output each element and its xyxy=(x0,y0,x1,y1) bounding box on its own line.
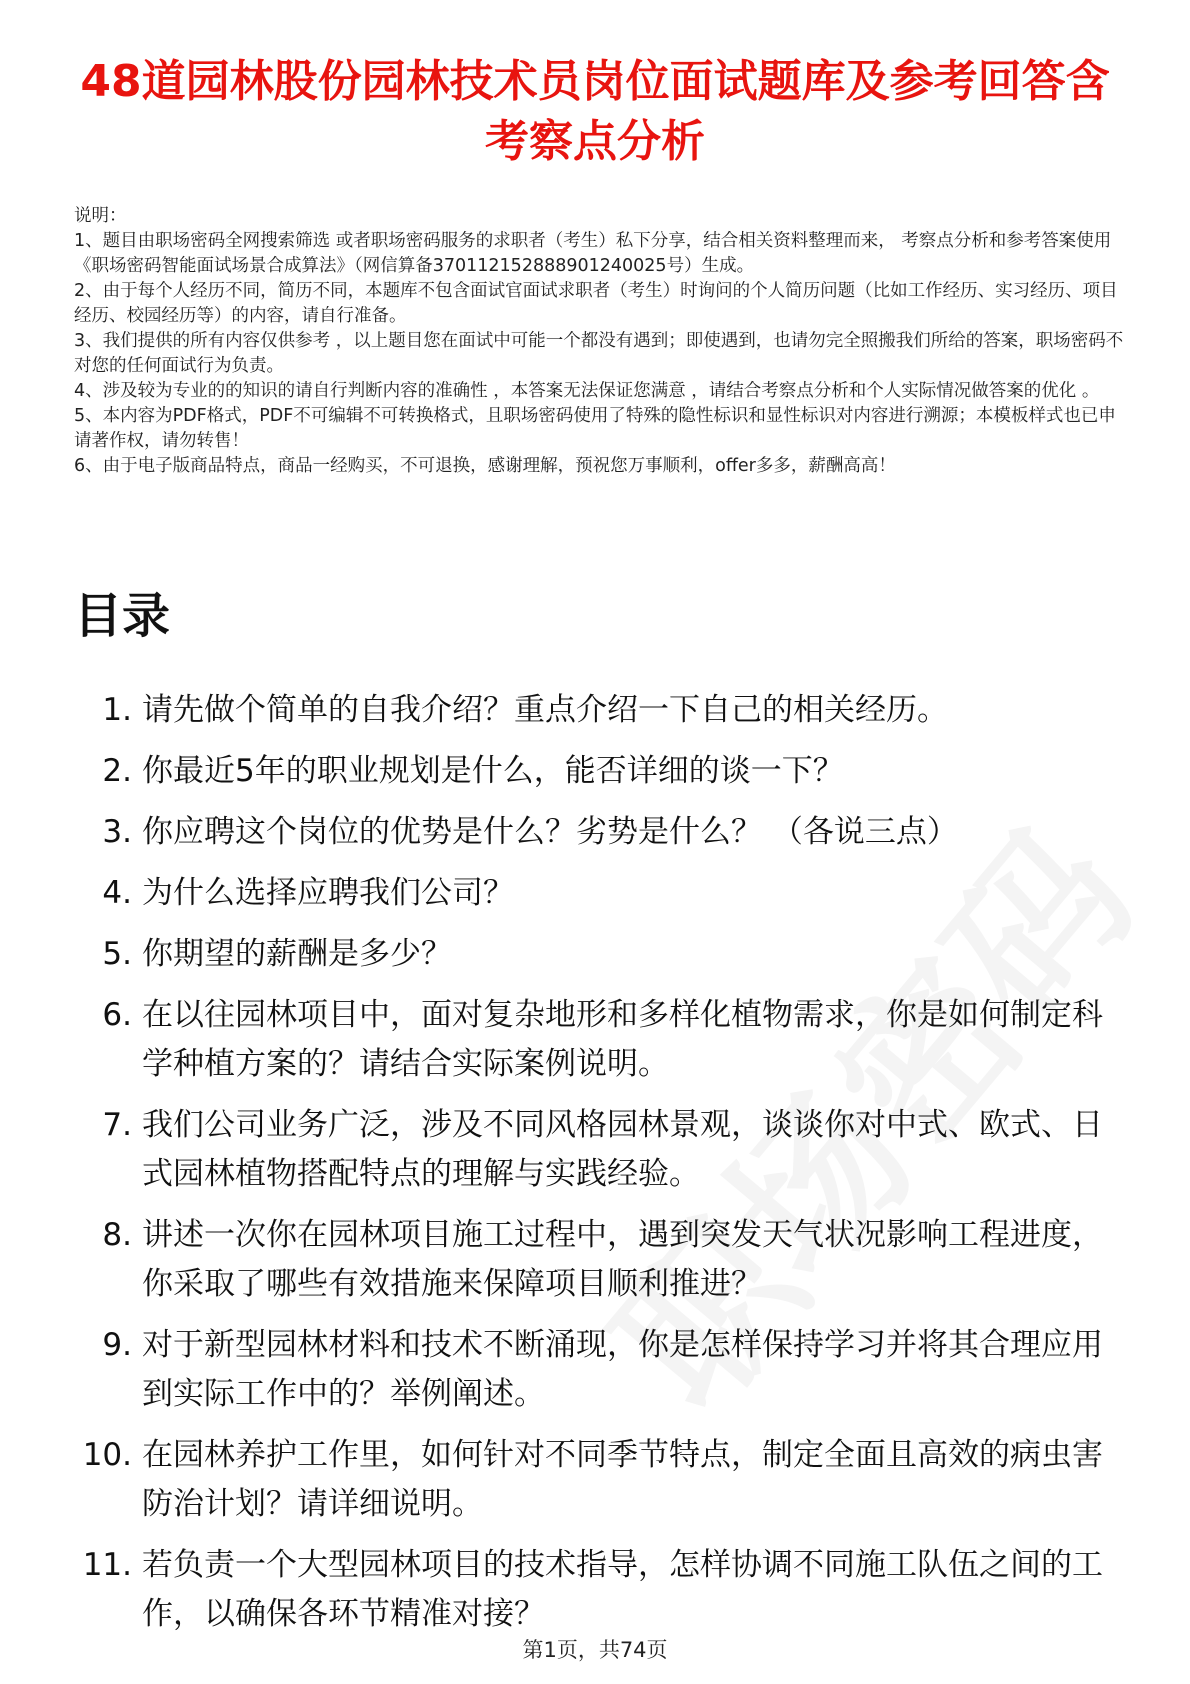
toc-item[interactable] xyxy=(70,930,1120,979)
disclaimer-notes xyxy=(74,204,1124,479)
toc-item-text: 请先做个简单的自我介绍？重点介绍一下自己的相关经历。 xyxy=(142,692,948,728)
toc-item-number: 2. xyxy=(102,753,132,789)
toc-item-text: 我们公司业务广泛，涉及不同风格园林景观，谈谈你对中式、欧式、日式园林植物搭配特点的理解与实践经验。 xyxy=(142,1107,1103,1192)
document-title: 48道园林股份园林技术员岗位面试题库及参考回答含考察点分析 xyxy=(80,56,1110,167)
toc-item-number: 8. xyxy=(102,1217,132,1253)
note-line: 1、题目由职场密码全网搜索筛选 或者职场密码服务的求职者（考生）私下分享，结合相关资料整理而来， 考察点分析和参考答案使用《职场密码智能面试场景合成算法》（网信算备370112152888901240025号）生成。 xyxy=(74,231,1112,276)
toc-item[interactable] xyxy=(70,1541,1120,1639)
toc-item[interactable] xyxy=(70,808,1120,857)
toc-item[interactable] xyxy=(70,991,1120,1089)
toc-item-number: 1. xyxy=(102,692,132,728)
toc-item[interactable] xyxy=(70,686,1120,735)
toc-item-number: 10. xyxy=(82,1437,132,1473)
note-line: 4、涉及较为专业的的知识的请自行判断内容的准确性 ，本答案无法保证您满意 ，请结合考察点分析和个人实际情况做答案的优化 。 xyxy=(74,381,1100,401)
toc-item-text: 为什么选择应聘我们公司？ xyxy=(142,875,514,911)
toc-item-number: 9. xyxy=(102,1327,132,1363)
toc-item-number: 11. xyxy=(82,1547,132,1583)
toc-item[interactable] xyxy=(70,1211,1120,1309)
toc-item[interactable] xyxy=(70,869,1120,918)
note-line: 说明： xyxy=(74,206,127,226)
toc-item-number: 6. xyxy=(102,997,132,1033)
toc-item-number: 7. xyxy=(102,1107,132,1143)
page-footer: 第1页，共74页 xyxy=(522,1638,668,1662)
toc-item-number: 4. xyxy=(102,875,132,911)
note-line: 5、本内容为PDF格式，PDF不可编辑不可转换格式，且职场密码使用了特殊的隐性标识和显性标识对内容进行溯源；本模板样式也已申请著作权，请勿转售！ xyxy=(74,406,1116,451)
toc-item-text: 在以往园林项目中，面对复杂地形和多样化植物需求，你是如何制定科学种植方案的？请结合实际案例说明。 xyxy=(142,997,1103,1082)
toc-item-text: 若负责一个大型园林项目的技术指导，怎样协调不同施工队伍之间的工作，以确保各环节精准对接？ xyxy=(142,1547,1103,1632)
toc-item-text: 你期望的薪酬是多少？ xyxy=(142,936,452,972)
note-line: 6、由于电子版商品特点，商品一经购买，不可退换，感谢理解，预祝您万事顺利，offer多多，薪酬高高！ xyxy=(74,456,896,476)
toc-item[interactable] xyxy=(70,1101,1120,1199)
toc-item-number: 3. xyxy=(102,814,132,850)
table-of-contents xyxy=(70,686,1120,1651)
toc-item[interactable] xyxy=(70,1321,1120,1419)
toc-item-number: 5. xyxy=(102,936,132,972)
toc-item-text: 对于新型园林材料和技术不断涌现，你是怎样保持学习并将其合理应用到实际工作中的？举例阐述。 xyxy=(142,1327,1103,1412)
note-line: 3、我们提供的所有内容仅供参考 ，以上题目您在面试中可能一个都没有遇到；即使遇到，也请勿完全照搬我们所给的答案，职场密码不对您的任何面试行为负责。 xyxy=(74,331,1124,376)
toc-item-text: 讲述一次你在园林项目施工过程中，遇到突发天气状况影响工程进度，你采取了哪些有效措施来保障项目顺利推进？ xyxy=(142,1217,1103,1302)
toc-heading: 目录 xyxy=(74,588,171,644)
toc-item-text: 你最近5年的职业规划是什么，能否详细的谈一下？ xyxy=(142,753,844,789)
toc-item-text: 在园林养护工作里，如何针对不同季节特点，制定全面且高效的病虫害防治计划？请详细说明。 xyxy=(142,1437,1103,1522)
note-line: 2、由于每个人经历不同，简历不同，本题库不包含面试官面试求职者（考生）时询问的个人简历问题（比如工作经历、实习经历、项目经历、校园经历等）的内容，请自行准备。 xyxy=(74,281,1118,326)
toc-item[interactable] xyxy=(70,747,1120,796)
toc-item-text: 你应聘这个岗位的优势是什么？劣势是什么？ （各说三点） xyxy=(142,814,958,850)
toc-item[interactable] xyxy=(70,1431,1120,1529)
